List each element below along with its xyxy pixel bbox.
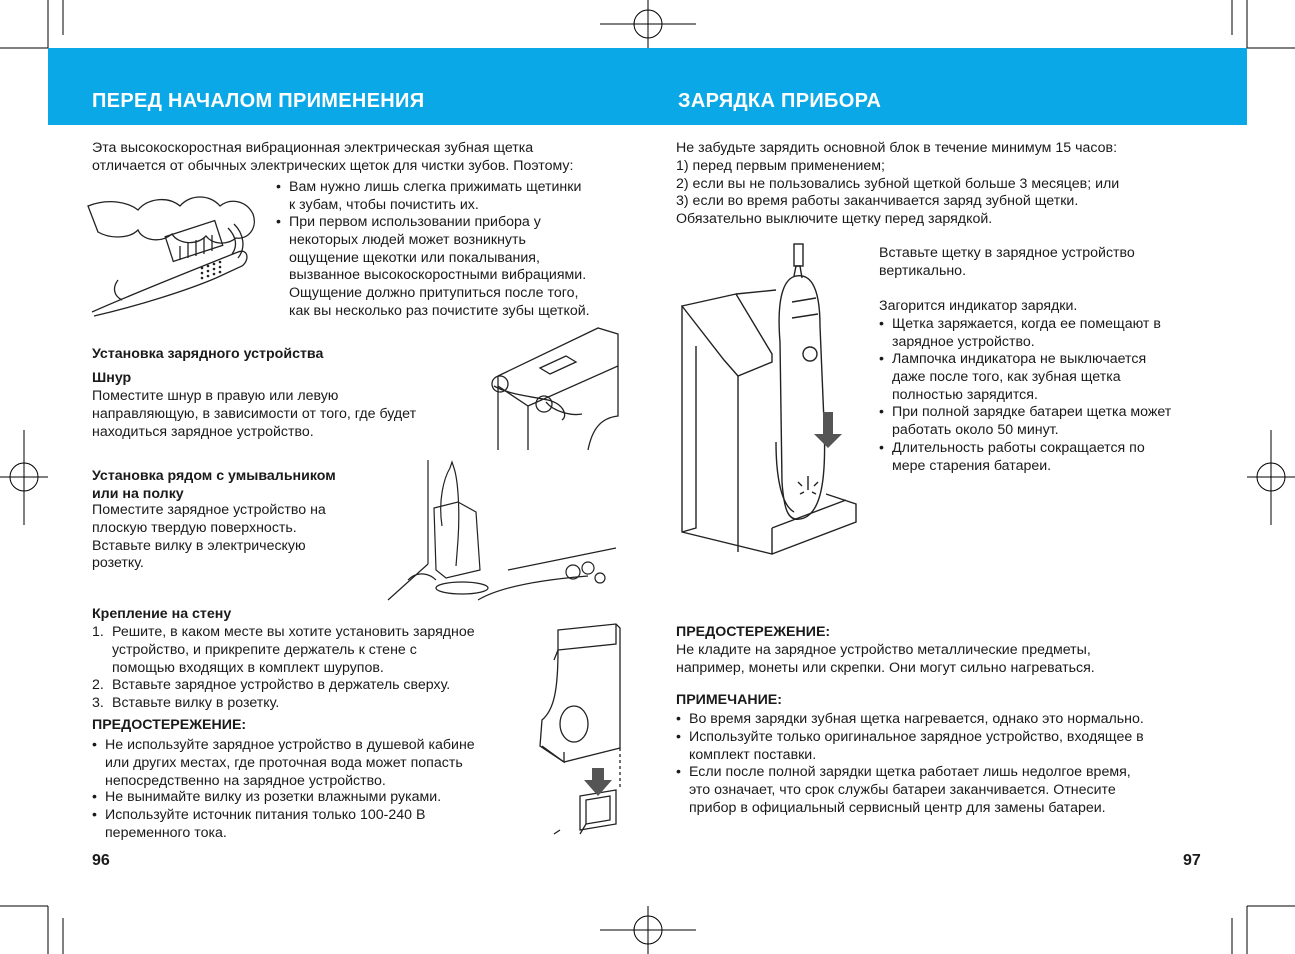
header-banner xyxy=(48,48,1247,125)
cord-heading: Шнур xyxy=(92,370,132,386)
wall-step: 2. Вставьте зарядное устройство в держатель сверху. xyxy=(92,677,451,693)
cord-text: Поместите шнур в правую или левую направляющую, в зависимости от того, где будет находиться зарядное устройство. xyxy=(92,388,417,440)
wall-step: 3. Вставьте вилку в розетку. xyxy=(92,695,280,711)
charger-near-sink-illustration xyxy=(388,460,616,600)
right-page-title: ЗАРЯДКА ПРИБОРА xyxy=(678,90,882,112)
toothbrush-on-teeth-illustration xyxy=(88,188,268,318)
left-caution-bullet: • Не вынимайте вилку из розетки влажными руками. xyxy=(92,789,441,807)
left-intro: Эта высокоскоростная вибрационная электрическая зубная щетка отличается от обычных электрических щеток для чистки зубов. Поэтому: xyxy=(92,140,574,174)
left-caution-heading: ПРЕДОСТЕРЕЖЕНИЕ: xyxy=(92,717,247,733)
note-bullet: • Если после полной зарядки щетка работает лишь недолгое время, это означает, что срок службы батареи заканчивается. Отнесите прибор в официальный сервисный центр для замены батареи. xyxy=(676,764,1131,817)
right-intro: Не забудьте зарядить основной блок в течение минимум 15 часов: 1) перед первым применением; 2) если вы не пользовались зубной щеткой больше 3 месяцев; или 3) если во время работы заканчивается заряд зубной щетки. Обязательно выключите щетку перед зарядкой. xyxy=(676,140,1120,228)
intro-bullet: • При первом использовании прибора у некоторых людей может возникнуть ощущение щекотки или покалывания, вызванное высокоскоростными вибрациями. Ощущение должно притупиться после того, как вы несколько раз почистите зубы щеткой. xyxy=(276,214,590,321)
charger-with-toothbrush-illustration xyxy=(676,242,866,572)
page-number-left: 96 xyxy=(92,852,110,869)
left-page-title: ПЕРЕД НАЧАЛОМ ПРИМЕНЕНИЯ xyxy=(92,90,425,112)
indicator-bullet: • Длительность работы сокращается по мере старения батареи. xyxy=(879,440,1145,476)
wall-step: 1. Решите, в каком месте вы хотите установить зарядное устройство, и прикрепите держатель к стене с помощью входящих в комплект шурупов. xyxy=(92,624,475,676)
page-number-right: 97 xyxy=(1183,852,1201,869)
charger-setup-heading: Установка зарядного устройства xyxy=(92,346,324,362)
indicator-text: Загорится индикатор зарядки. xyxy=(879,298,1078,314)
note-heading: ПРИМЕЧАНИЕ: xyxy=(676,692,782,708)
wall-mount-illustration xyxy=(540,620,630,840)
left-caution-bullet: • Используйте источник питания только 100-240 В переменного тока. xyxy=(92,807,425,843)
indicator-bullet: • При полной зарядке батареи щетка может работать около 50 минут. xyxy=(879,404,1171,440)
insert-text: Вставьте щетку в зарядное устройство вертикально. xyxy=(879,245,1135,279)
intro-bullet: • Вам нужно лишь слегка прижимать щетинки к зубам, чтобы почистить их. xyxy=(276,179,581,215)
right-caution-text: Не кладите на зарядное устройство металлические предметы, например, монеты или скрепки. Они могут сильно нагреваться. xyxy=(676,642,1095,676)
note-bullet: • Во время зарядки зубная щетка нагревается, однако это нормально. xyxy=(676,711,1144,729)
sink-heading: Установка рядом с умывальником или на полку xyxy=(92,468,336,502)
left-caution-bullet: • Не используйте зарядное устройство в душевой кабине или других местах, где проточная вода может попасть непосредственно на зарядное устройство. xyxy=(92,737,475,790)
right-caution-heading: ПРЕДОСТЕРЕЖЕНИЕ: xyxy=(676,624,831,640)
sink-text: Поместите зарядное устройство на плоскую твердую поверхность. Вставьте вилку в электрическую розетку. xyxy=(92,502,326,572)
insert-down-arrow xyxy=(814,412,842,448)
indicator-bullet: • Щетка заряжается, когда ее помещают в зарядное устройство. xyxy=(879,316,1161,352)
cord-guide-illustration xyxy=(488,326,618,450)
wall-mount-heading: Крепление на стену xyxy=(92,606,232,622)
indicator-bullet: • Лампочка индикатора не выключается даже после того, как зубная щетка полностью зарядится. xyxy=(879,351,1146,404)
note-bullet: • Используйте только оригинальное зарядное устройство, входящее в комплект поставки. xyxy=(676,729,1144,765)
